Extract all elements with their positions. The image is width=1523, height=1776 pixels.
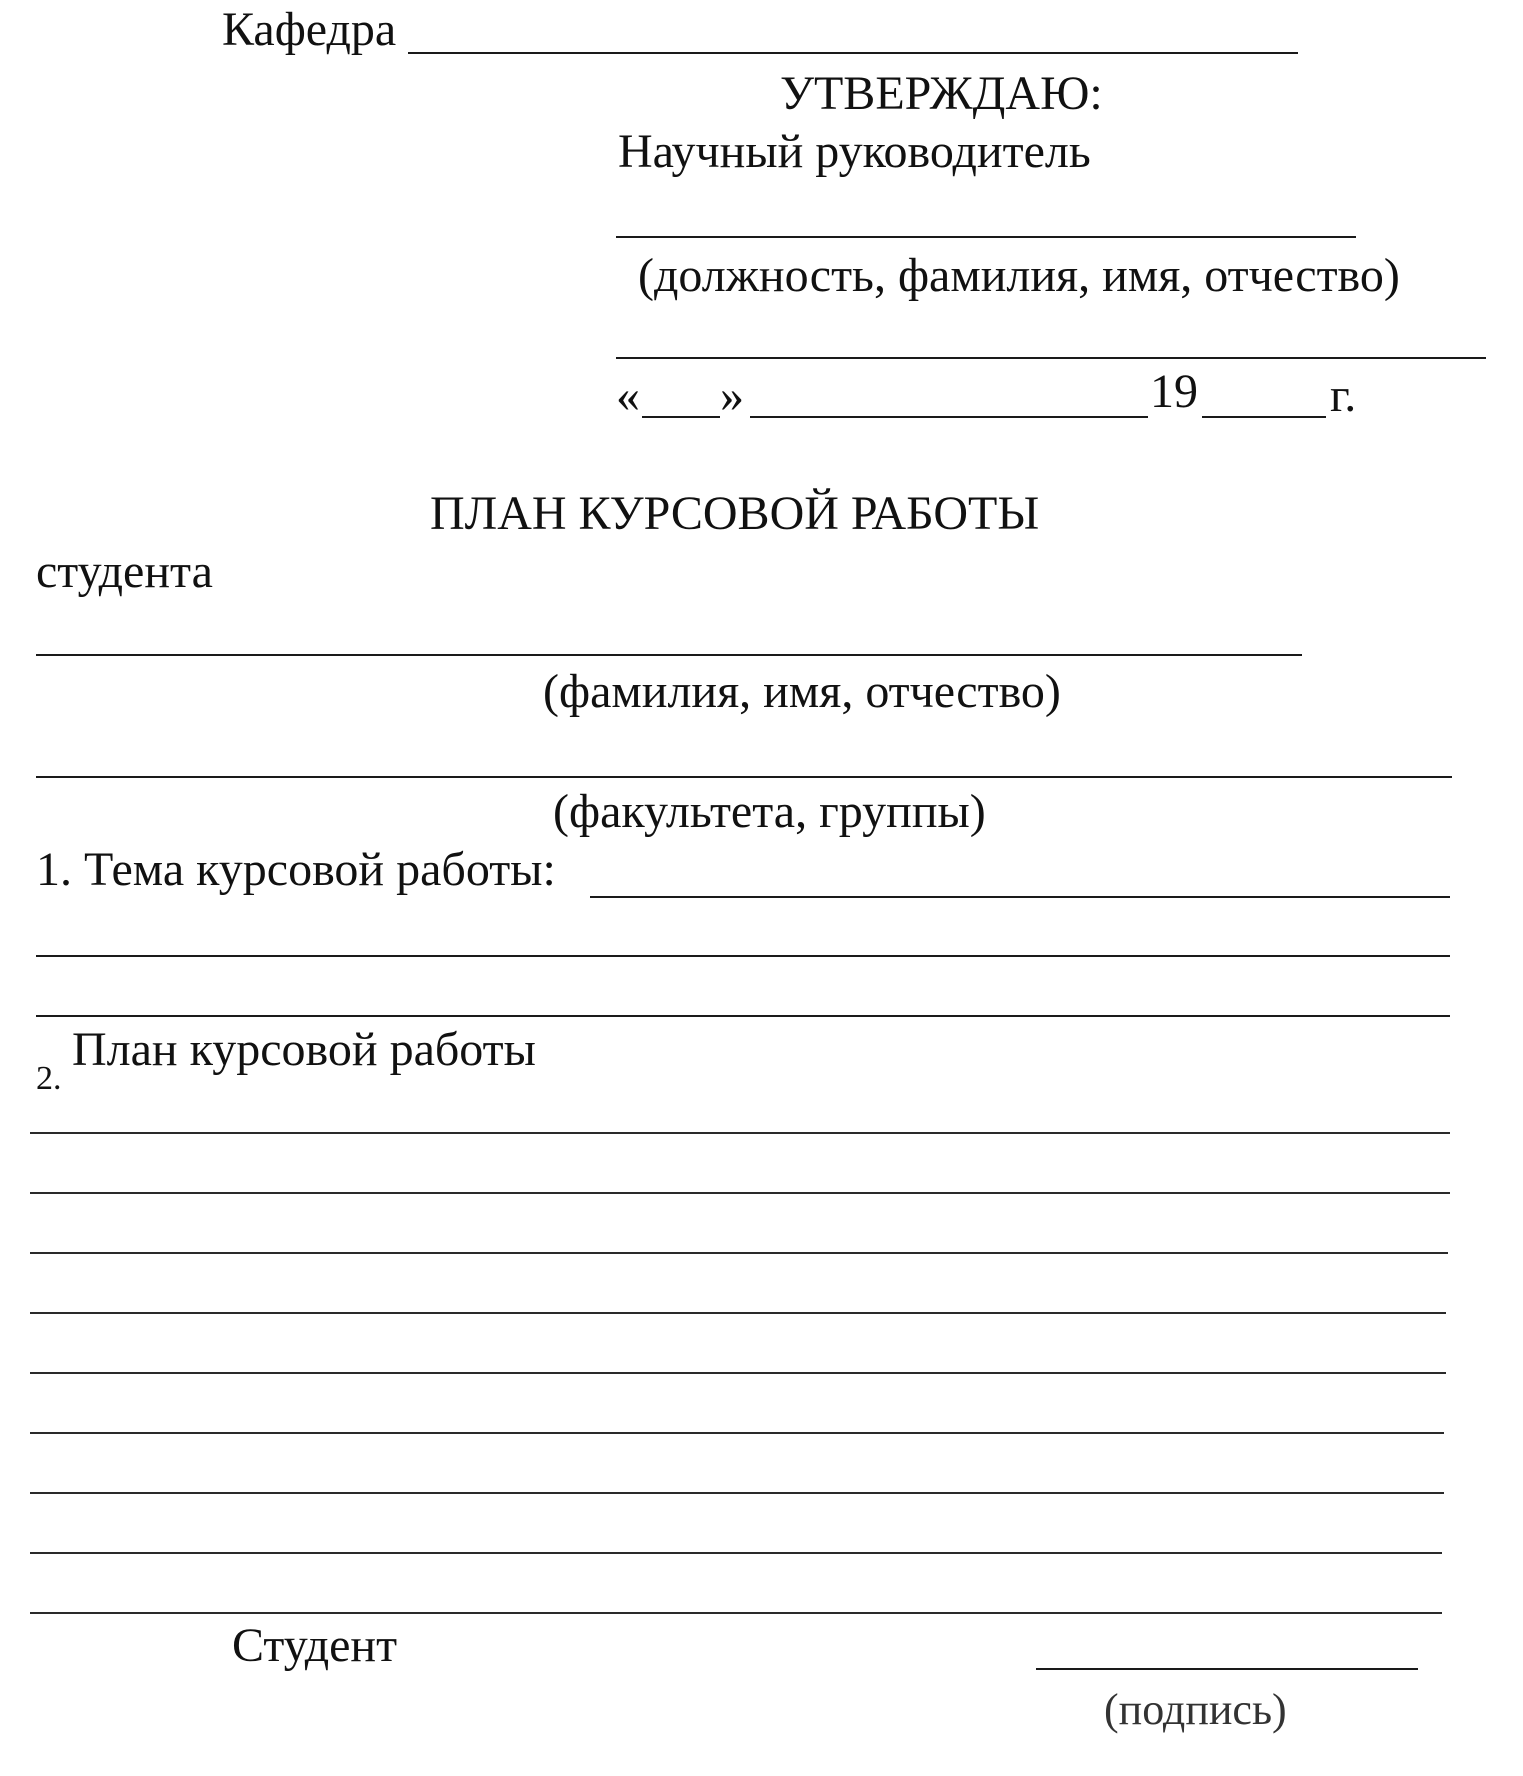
supervisor-caption: (должность, фамилия, имя, отчество)	[638, 249, 1400, 302]
plan-line[interactable]	[30, 1312, 1446, 1314]
supervisor-signature-line[interactable]	[616, 357, 1486, 359]
student-signature-label: Студент	[232, 1619, 398, 1672]
date-open-quote: «	[616, 369, 640, 422]
plan-label: План курсовой работы	[72, 1023, 536, 1076]
plan-line[interactable]	[30, 1372, 1446, 1374]
supervisor-label: Научный руководитель	[618, 125, 1091, 178]
plan-line[interactable]	[30, 1132, 1450, 1134]
student-faculty-line[interactable]	[36, 776, 1452, 778]
plan-line[interactable]	[30, 1612, 1442, 1614]
student-signature-line[interactable]	[1036, 1668, 1418, 1670]
student-name-caption: (фамилия, имя, отчество)	[543, 665, 1061, 718]
supervisor-field-line[interactable]	[616, 236, 1356, 238]
department-label: Кафедра	[222, 3, 397, 56]
plan-line[interactable]	[30, 1492, 1444, 1494]
topic-line-3[interactable]	[36, 1015, 1450, 1017]
plan-number: 2.	[36, 1060, 62, 1097]
plan-line[interactable]	[30, 1252, 1448, 1254]
student-faculty-caption: (факультета, группы)	[553, 785, 986, 838]
topic-line-2[interactable]	[36, 955, 1450, 957]
topic-line-1[interactable]	[590, 896, 1450, 898]
signature-caption: (подпись)	[1104, 1685, 1287, 1734]
student-label: студента	[36, 545, 213, 598]
date-year-prefix: 19	[1150, 365, 1198, 418]
date-month-line[interactable]	[750, 416, 1148, 418]
date-day-line[interactable]	[642, 416, 720, 418]
document-title: ПЛАН КУРСОВОЙ РАБОТЫ	[430, 487, 1040, 540]
approve-heading: УТВЕРЖДАЮ:	[780, 67, 1103, 120]
student-name-line[interactable]	[36, 654, 1302, 656]
date-year-line[interactable]	[1202, 416, 1326, 418]
plan-line[interactable]	[30, 1552, 1442, 1554]
topic-label: 1. Тема курсовой работы:	[36, 843, 556, 896]
date-close-quote: »	[720, 369, 744, 422]
plan-line[interactable]	[30, 1192, 1450, 1194]
plan-line[interactable]	[30, 1432, 1444, 1434]
department-field-line[interactable]	[408, 52, 1298, 54]
date-year-suffix: г.	[1330, 369, 1357, 422]
